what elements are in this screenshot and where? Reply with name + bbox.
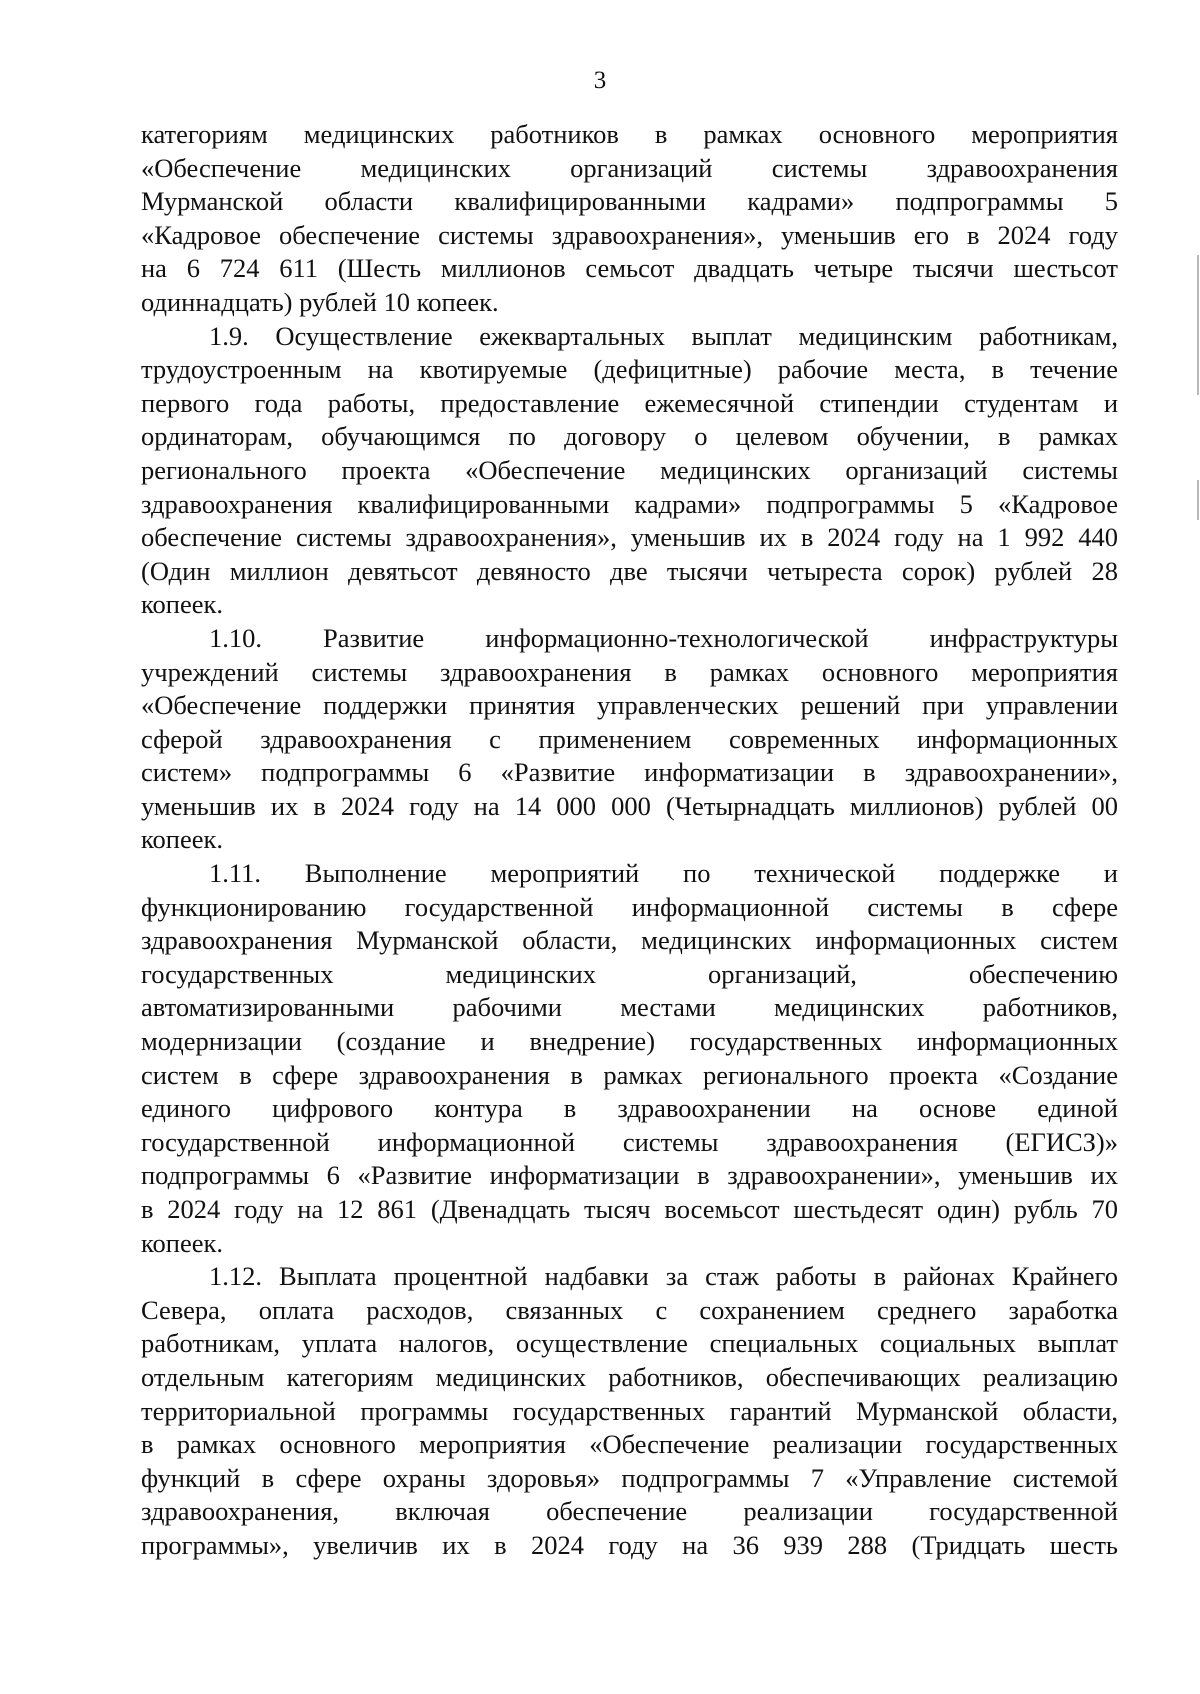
text-line: обеспечение системы здравоохранения», уменьшив их в 2024 году на 1 992 440 bbox=[141, 522, 1118, 553]
text-line: в рамках основного мероприятия «Обеспечение реализации государственных bbox=[141, 1429, 1118, 1460]
text-line: трудоустроенным на квотируемые (дефицитные) рабочие места, в течение bbox=[141, 354, 1118, 385]
text-line: отдельным категориям медицинских работников, обеспечивающих реализацию bbox=[141, 1361, 1118, 1392]
text-line: 1.12. Выплата процентной надбавки за стаж работы в районах Крайнего bbox=[209, 1261, 1118, 1292]
text-line: копеек. bbox=[141, 824, 223, 855]
text-line: 1.10. Развитие информационно-технологической инфраструктуры bbox=[209, 622, 1118, 653]
text-line: систем в сфере здравоохранения в рамках регионального проекта «Создание bbox=[141, 1059, 1118, 1090]
text-line: государственных медицинских организаций, обеспечению bbox=[141, 958, 1118, 989]
text-line: здравоохранения, включая обеспечение реализации государственной bbox=[141, 1496, 1118, 1527]
text-line: копеек. bbox=[141, 589, 223, 620]
text-line: на 6 724 611 (Шесть миллионов семьсот двадцать четыре тысячи шестьсот bbox=[141, 253, 1118, 284]
text-line: ординаторам, обучающимся по договору о целевом обучении, в рамках bbox=[141, 421, 1118, 452]
text-line: программы», увеличив их в 2024 году на 36 939 288 (Тридцать шесть bbox=[141, 1529, 1118, 1560]
text-line: учреждений системы здравоохранения в рамках основного мероприятия bbox=[141, 656, 1118, 687]
text-line: здравоохранения квалифицированными кадрами» подпрограммы 5 «Кадровое bbox=[141, 488, 1118, 519]
paragraph-continuation bbox=[141, 118, 1118, 320]
text-line: автоматизированными рабочими местами медицинских работников, bbox=[141, 992, 1118, 1023]
text-line: функционированию государственной информационной системы в сфере bbox=[141, 891, 1118, 922]
text-line: (Один миллион девятьсот девяносто две тысячи четыреста сорок) рублей 28 bbox=[141, 555, 1118, 586]
text-line: подпрограммы 6 «Развитие информатизации в здравоохранении», уменьшив их bbox=[141, 1160, 1118, 1191]
text-line: здравоохранения Мурманской области, медицинских информационных систем bbox=[141, 925, 1118, 956]
text-line: систем» подпрограммы 6 «Развитие информатизации в здравоохранении», bbox=[141, 757, 1118, 788]
text-line: сферой здравоохранения с применением современных информационных bbox=[141, 723, 1118, 754]
text-line: государственной информационной системы здравоохранения (ЕГИСЗ)» bbox=[141, 1126, 1118, 1157]
scan-edge-mark bbox=[1197, 480, 1199, 520]
page-number: 3 bbox=[593, 67, 607, 94]
paragraph-item-1-10 bbox=[141, 622, 1118, 857]
paragraph-item-1-12 bbox=[141, 1260, 1118, 1562]
text-line: регионального проекта «Обеспечение медицинских организаций системы bbox=[141, 454, 1118, 485]
text-line: одиннадцать) рублей 10 копеек. bbox=[141, 286, 499, 317]
text-line: функций в сфере охраны здоровья» подпрограммы 7 «Управление системой bbox=[141, 1462, 1118, 1493]
text-line: единого цифрового контура в здравоохранении на основе единой bbox=[141, 1093, 1118, 1124]
text-line: первого года работы, предоставление ежемесячной стипендии студентам и bbox=[141, 387, 1118, 418]
paragraph-item-1-9 bbox=[141, 320, 1118, 622]
paragraph-item-1-11 bbox=[141, 857, 1118, 1260]
text-line: копеек. bbox=[141, 1227, 223, 1258]
text-line: территориальной программы государственных гарантий Мурманской области, bbox=[141, 1395, 1118, 1426]
document-body bbox=[141, 118, 1118, 1563]
text-line: «Обеспечение медицинских организаций системы здравоохранения bbox=[141, 152, 1118, 183]
text-line: Мурманской области квалифицированными кадрами» подпрограммы 5 bbox=[141, 186, 1118, 217]
text-line: в 2024 году на 12 861 (Двенадцать тысяч восемьсот шестьдесят один) рубль 70 bbox=[141, 1194, 1118, 1224]
text-line: «Обеспечение поддержки принятия управленческих решений при управлении bbox=[141, 690, 1118, 721]
text-line: уменьшив их в 2024 году на 14 000 000 (Четырнадцать миллионов) рублей 00 bbox=[141, 790, 1118, 821]
text-line: работникам, уплата налогов, осуществление специальных социальных выплат bbox=[141, 1328, 1118, 1359]
text-line: «Кадровое обеспечение системы здравоохранения», уменьшив его в 2024 году bbox=[141, 219, 1118, 250]
text-line: модернизации (создание и внедрение) государственных информационных bbox=[141, 1026, 1118, 1057]
scan-edge-mark bbox=[1197, 255, 1199, 395]
text-line: 1.11. Выполнение мероприятий по технической поддержке и bbox=[209, 858, 1118, 889]
text-line: 1.9. Осуществление ежеквартальных выплат медицинским работникам, bbox=[209, 320, 1118, 351]
text-line: категориям медицинских работников в рамках основного мероприятия bbox=[141, 119, 1118, 149]
text-line: Севера, оплата расходов, связанных с сохранением среднего заработка bbox=[141, 1294, 1118, 1325]
